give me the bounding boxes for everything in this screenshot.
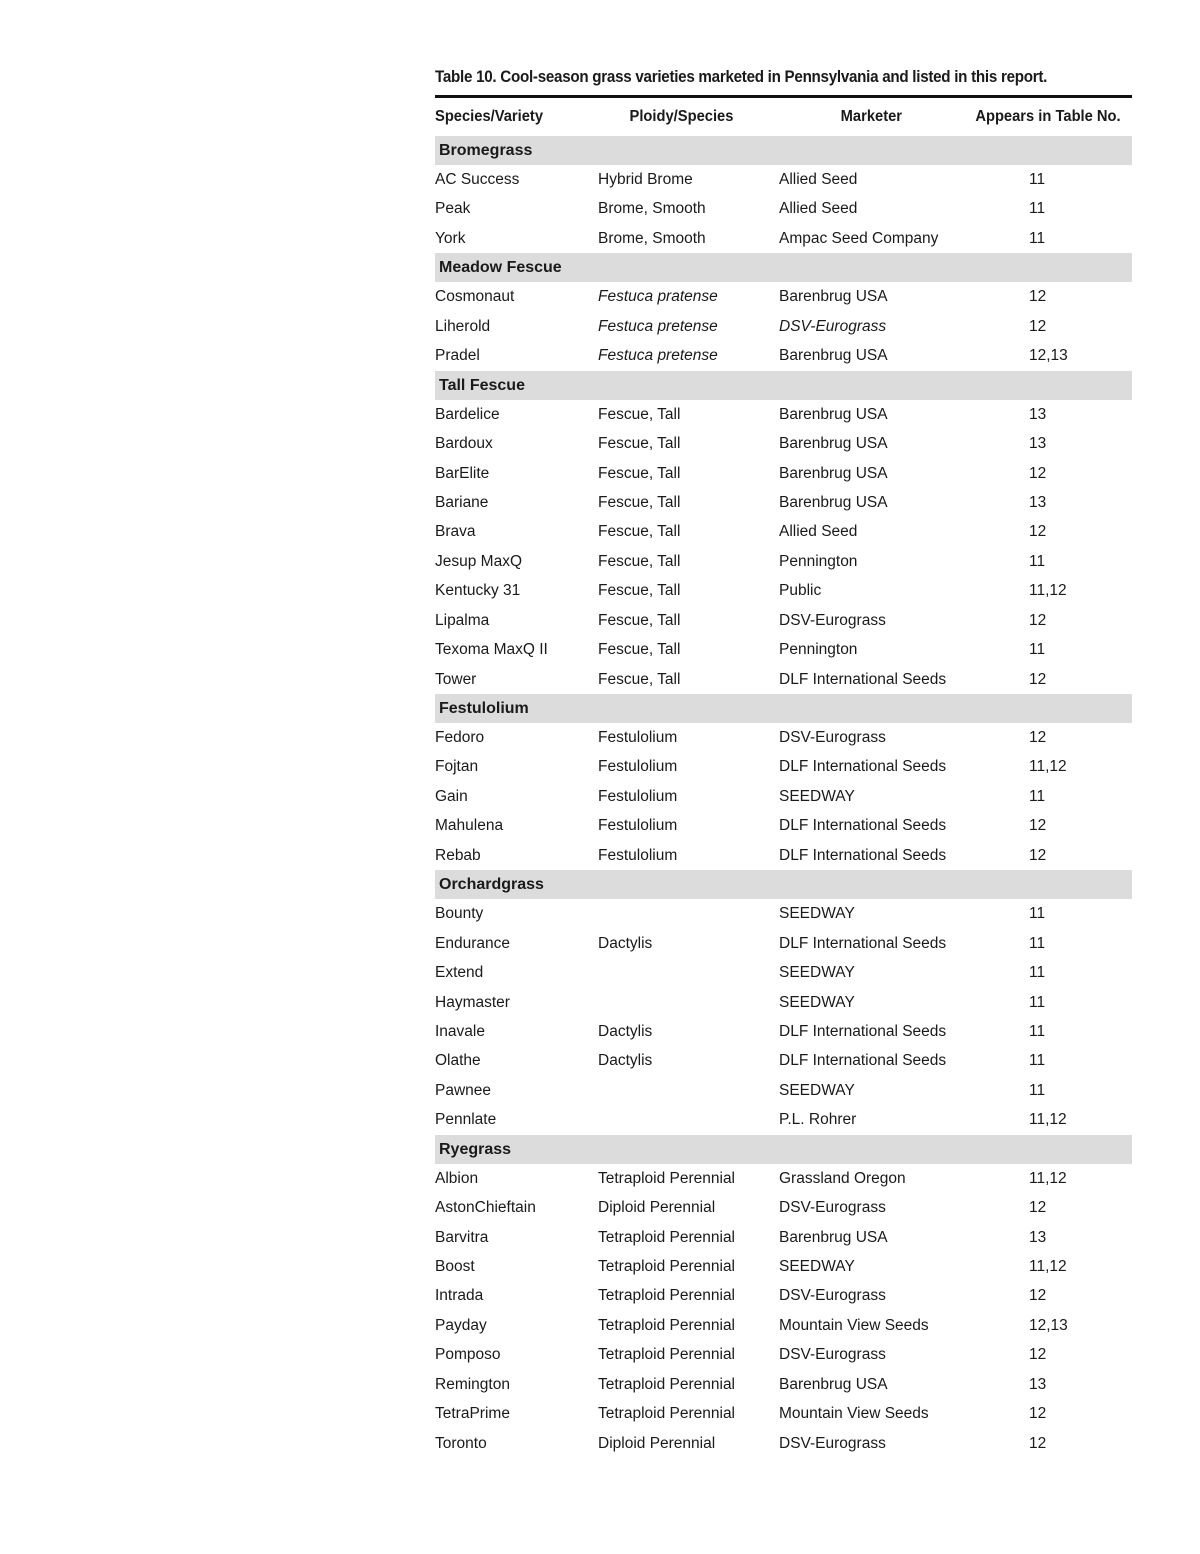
ploidy-cell: Tetraploid Perennial (598, 1228, 736, 1246)
table-header-row (435, 98, 1132, 136)
table-ref-cell: 12 (1029, 611, 1047, 629)
table-row (435, 752, 1132, 781)
marketer-cell: DSV-Eurograss (779, 1287, 886, 1305)
marketer-cell: SEEDWAY (779, 1081, 855, 1099)
marketer-cell: Barenbrug USA (779, 288, 888, 306)
table-row (435, 341, 1132, 370)
ploidy-cell: Fescue, Tall (598, 641, 681, 659)
section-header: Meadow Fescue (435, 253, 1132, 282)
ploidy-cell: Festuca pratense (598, 288, 718, 306)
table-row (435, 841, 1132, 870)
marketer-cell: Pennington (779, 552, 858, 570)
ploidy-cell: Fescue, Tall (598, 435, 681, 453)
marketer-cell: DSV-Eurograss (779, 1434, 886, 1452)
ploidy-cell: Brome, Smooth (598, 229, 706, 247)
ploidy-cell: Dactylis (598, 934, 653, 952)
table-row (435, 1105, 1132, 1134)
table-row (435, 488, 1132, 517)
table-row (435, 899, 1132, 928)
table-ref-cell: 12 (1029, 846, 1047, 864)
marketer-cell: P.L. Rohrer (779, 1111, 857, 1129)
header-species-variety: Species/Variety (435, 108, 544, 125)
ploidy-cell: Diploid Perennial (598, 1434, 716, 1452)
table-row (435, 1223, 1132, 1252)
table-row (435, 929, 1132, 958)
marketer-cell: Ampac Seed Company (779, 229, 939, 247)
variety-cell: Brava (435, 523, 476, 541)
variety-cell: Bounty (435, 905, 484, 923)
table-ref-cell: 12 (1029, 523, 1047, 541)
variety-cell: Lipalma (435, 611, 490, 629)
ploidy-cell (598, 988, 779, 1017)
ploidy-cell: Fescue, Tall (598, 552, 681, 570)
ploidy-cell: Fescue, Tall (598, 464, 681, 482)
ploidy-cell: Tetraploid Perennial (598, 1375, 736, 1393)
variety-cell: Pawnee (435, 1081, 492, 1099)
variety-cell: BarElite (435, 464, 490, 482)
marketer-cell: DLF International Seeds (779, 758, 947, 776)
table-row (435, 1017, 1132, 1046)
variety-cell: Mahulena (435, 817, 504, 835)
marketer-cell: SEEDWAY (779, 964, 855, 982)
table-row (435, 165, 1132, 194)
grass-varieties-table (435, 62, 1132, 1458)
table-ref-cell: 11 (1029, 229, 1046, 247)
variety-cell: Bardoux (435, 435, 493, 453)
marketer-cell: DLF International Seeds (779, 1022, 947, 1040)
ploidy-cell: Tetraploid Perennial (598, 1405, 736, 1423)
variety-cell: Payday (435, 1316, 487, 1334)
marketer-cell: Barenbrug USA (779, 1375, 888, 1393)
marketer-cell: DLF International Seeds (779, 670, 947, 688)
table-ref-cell: 13 (1029, 1375, 1047, 1393)
ploidy-cell: Tetraploid Perennial (598, 1316, 736, 1334)
variety-cell: TetraPrime (435, 1405, 510, 1423)
table-ref-cell: 12 (1029, 1434, 1047, 1452)
variety-cell: York (435, 229, 466, 247)
table-row (435, 723, 1132, 752)
ploidy-cell: Dactylis (598, 1022, 653, 1040)
marketer-cell: Mountain View Seeds (779, 1405, 929, 1423)
table-row (435, 1340, 1132, 1369)
table-ref-cell: 12 (1029, 1199, 1047, 1217)
variety-cell: Remington (435, 1375, 510, 1393)
table-ref-cell: 12 (1029, 1346, 1047, 1364)
ploidy-cell: Tetraploid Perennial (598, 1169, 736, 1187)
marketer-cell: Barenbrug USA (779, 435, 888, 453)
variety-cell: Fedoro (435, 729, 485, 746)
variety-cell: Cosmonaut (435, 288, 515, 306)
table-row (435, 1076, 1132, 1105)
variety-cell: AC Success (435, 171, 520, 188)
marketer-cell: Allied Seed (779, 523, 858, 541)
section-header: Ryegrass (435, 1135, 1132, 1164)
ploidy-cell: Festulolium (598, 787, 678, 805)
variety-cell: Liherold (435, 317, 491, 335)
ploidy-cell: Dactylis (598, 1052, 653, 1070)
ploidy-cell (598, 899, 779, 928)
ploidy-cell: Fescue, Tall (598, 493, 681, 511)
table-row (435, 665, 1132, 694)
ploidy-cell: Brome, Smooth (598, 200, 706, 218)
table-row (435, 1311, 1132, 1340)
table-row (435, 782, 1132, 811)
ploidy-cell: Fescue, Tall (598, 670, 681, 688)
table-ref-cell: 11 (1029, 934, 1046, 952)
variety-cell: Peak (435, 200, 471, 218)
ploidy-cell: Fescue, Tall (598, 405, 681, 423)
variety-cell: AstonChieftain (435, 1199, 536, 1217)
ploidy-cell: Festulolium (598, 729, 678, 746)
header-ploidy-species: Ploidy/Species (629, 108, 734, 125)
table-ref-cell: 11,12 (1029, 1169, 1067, 1187)
variety-cell: Boost (435, 1258, 475, 1275)
table-ref-cell: 12 (1029, 288, 1047, 306)
marketer-cell: Public (779, 582, 822, 600)
variety-cell: Haymaster (435, 993, 510, 1011)
marketer-cell: DSV-Eurograss (779, 317, 887, 335)
variety-cell: Olathe (435, 1052, 481, 1070)
table-ref-cell: 12 (1029, 1287, 1047, 1305)
table-ref-cell: 13 (1029, 435, 1047, 453)
table-row (435, 400, 1132, 429)
marketer-cell: DSV-Eurograss (779, 729, 886, 746)
table-ref-cell: 12 (1029, 1405, 1047, 1423)
ploidy-cell (598, 1076, 779, 1105)
ploidy-cell: Festulolium (598, 846, 678, 864)
table-row (435, 1429, 1132, 1458)
marketer-cell: Grassland Oregon (779, 1169, 906, 1187)
ploidy-cell: Festuca pretense (598, 317, 718, 335)
variety-cell: Texoma MaxQ II (435, 641, 548, 659)
header-marketer: Marketer (840, 108, 903, 125)
section-header: Orchardgrass (435, 870, 1132, 899)
table-row (435, 606, 1132, 635)
table-row (435, 517, 1132, 546)
marketer-cell: SEEDWAY (779, 993, 855, 1011)
table-ref-cell: 12 (1029, 464, 1047, 482)
variety-cell: Inavale (435, 1022, 485, 1040)
table-ref-cell: 11 (1029, 1081, 1046, 1099)
section-header: Bromegrass (435, 136, 1132, 165)
table-row (435, 429, 1132, 458)
ploidy-cell: Tetraploid Perennial (598, 1346, 736, 1364)
ploidy-cell (598, 958, 779, 987)
ploidy-cell: Tetraploid Perennial (598, 1258, 736, 1275)
marketer-cell: Barenbrug USA (779, 405, 888, 423)
variety-cell: Albion (435, 1169, 479, 1187)
variety-cell: Endurance (435, 934, 510, 952)
table-ref-cell: 11,12 (1029, 1111, 1067, 1129)
table-row (435, 224, 1132, 253)
table-row (435, 1399, 1132, 1428)
table-row (435, 1281, 1132, 1310)
marketer-cell: DSV-Eurograss (779, 1199, 886, 1217)
marketer-cell: Allied Seed (779, 171, 858, 188)
variety-cell: Pradel (435, 347, 480, 365)
table-ref-cell: 11 (1029, 964, 1046, 982)
header-appears-in-table: Appears in Table No. (975, 108, 1121, 125)
table-row (435, 282, 1132, 311)
marketer-cell: Barenbrug USA (779, 464, 888, 482)
ploidy-cell: Tetraploid Perennial (598, 1287, 736, 1305)
marketer-cell: DLF International Seeds (779, 846, 947, 864)
table-ref-cell: 11,12 (1029, 1258, 1067, 1275)
table-row (435, 547, 1132, 576)
table-row (435, 635, 1132, 664)
table-ref-cell: 11 (1029, 1052, 1046, 1070)
table-ref-cell: 12,13 (1029, 347, 1068, 365)
table-ref-cell: 12,13 (1029, 1316, 1068, 1334)
ploidy-cell: Hybrid Brome (598, 171, 693, 188)
table-ref-cell: 13 (1029, 493, 1047, 511)
marketer-cell: DSV-Eurograss (779, 1346, 886, 1364)
variety-cell: Kentucky 31 (435, 582, 521, 600)
marketer-cell: SEEDWAY (779, 905, 855, 923)
marketer-cell: DLF International Seeds (779, 817, 947, 835)
table-row (435, 1252, 1132, 1281)
variety-cell: Rebab (435, 846, 481, 864)
table-ref-cell: 12 (1029, 317, 1047, 335)
ploidy-cell: Fescue, Tall (598, 611, 681, 629)
marketer-cell: DLF International Seeds (779, 934, 947, 952)
ploidy-cell: Diploid Perennial (598, 1199, 716, 1217)
variety-cell: Tower (435, 670, 477, 688)
marketer-cell: Pennington (779, 641, 858, 659)
ploidy-cell: Fescue, Tall (598, 523, 681, 541)
table-ref-cell: 11 (1029, 905, 1046, 923)
variety-cell: Gain (435, 787, 468, 805)
table-row (435, 576, 1132, 605)
table-ref-cell: 12 (1029, 817, 1047, 835)
marketer-cell: Barenbrug USA (779, 347, 888, 365)
table-row (435, 459, 1132, 488)
table-row (435, 988, 1132, 1017)
marketer-cell: SEEDWAY (779, 1258, 855, 1275)
variety-cell: Fojtan (435, 758, 479, 776)
marketer-cell: Barenbrug USA (779, 493, 888, 511)
table-ref-cell: 13 (1029, 1228, 1047, 1246)
variety-cell: Jesup MaxQ (435, 552, 523, 570)
table-row (435, 1046, 1132, 1075)
table-ref-cell: 11 (1029, 171, 1046, 188)
table-ref-cell: 11 (1029, 552, 1046, 570)
table-ref-cell: 13 (1029, 405, 1047, 423)
ploidy-cell: Fescue, Tall (598, 582, 681, 600)
section-header: Tall Fescue (435, 371, 1132, 400)
table-ref-cell: 11 (1029, 993, 1046, 1011)
ploidy-cell (598, 1105, 779, 1134)
table-row (435, 194, 1132, 223)
marketer-cell: DSV-Eurograss (779, 611, 886, 629)
table-body (435, 136, 1132, 1458)
table-ref-cell: 12 (1029, 670, 1047, 688)
variety-cell: Bardelice (435, 405, 500, 423)
table-ref-cell: 11 (1029, 200, 1046, 218)
ploidy-cell: Festulolium (598, 817, 678, 835)
variety-cell: Intrada (435, 1287, 484, 1305)
variety-cell: Barvitra (435, 1228, 489, 1246)
table-row (435, 958, 1132, 987)
marketer-cell: Barenbrug USA (779, 1228, 888, 1246)
variety-cell: Pomposo (435, 1346, 501, 1364)
marketer-cell: Allied Seed (779, 200, 858, 218)
variety-cell: Pennlate (435, 1111, 497, 1129)
table-row (435, 1370, 1132, 1399)
table-row (435, 312, 1132, 341)
section-header: Festulolium (435, 694, 1132, 723)
marketer-cell: Mountain View Seeds (779, 1316, 929, 1334)
table-ref-cell: 11 (1029, 1022, 1046, 1040)
table-row (435, 1164, 1132, 1193)
table-row (435, 1193, 1132, 1222)
ploidy-cell: Festulolium (598, 758, 678, 776)
table-ref-cell: 11,12 (1029, 582, 1067, 600)
table-ref-cell: 11 (1029, 787, 1046, 805)
table-title: Table 10. Cool-season grass varieties marketed in Pennsylvania and listed in this report. (435, 68, 1048, 86)
variety-cell: Bariane (435, 493, 489, 511)
ploidy-cell: Festuca pretense (598, 347, 718, 365)
variety-cell: Extend (435, 964, 484, 982)
marketer-cell: DLF International Seeds (779, 1052, 947, 1070)
table-row (435, 811, 1132, 840)
marketer-cell: SEEDWAY (779, 787, 855, 805)
table-ref-cell: 11 (1029, 641, 1046, 659)
variety-cell: Toronto (435, 1434, 487, 1452)
table-ref-cell: 11,12 (1029, 758, 1067, 776)
table-ref-cell: 12 (1029, 729, 1047, 746)
